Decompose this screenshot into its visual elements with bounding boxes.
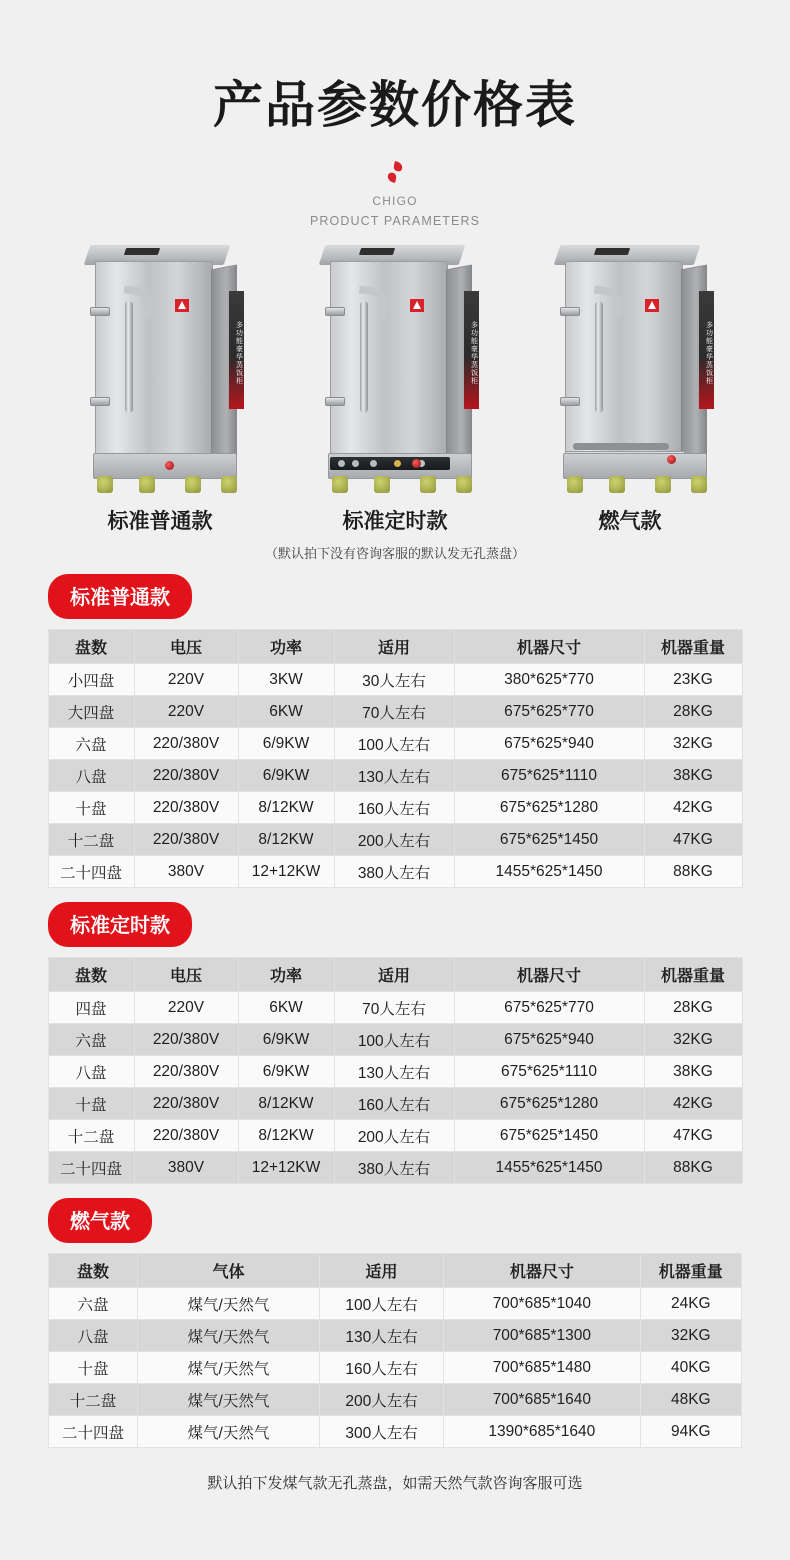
- cell-voltage: 220/380V: [134, 1088, 238, 1120]
- table-header-row: [48, 630, 742, 664]
- section-pill-standard: 标准普通款: [48, 574, 192, 619]
- brand-name: CHIGO: [372, 194, 418, 208]
- cell-size: 1455*625*1450: [454, 1152, 644, 1184]
- spec-table-gas: [48, 1253, 742, 1448]
- timer-control-panel: [330, 457, 450, 470]
- section-standard: [0, 574, 790, 888]
- cell-weight: 40KG: [640, 1352, 741, 1384]
- cell-capacity: 160人左右: [319, 1352, 443, 1384]
- cell-voltage: 220/380V: [134, 824, 238, 856]
- cell-voltage: 220/380V: [134, 1024, 238, 1056]
- cell-capacity: 130人左右: [334, 760, 454, 792]
- table-row: [48, 1152, 742, 1184]
- section-pill-gas: 燃气款: [48, 1198, 152, 1243]
- cell-capacity: 100人左右: [334, 1024, 454, 1056]
- cell-weight: 23KG: [644, 664, 742, 696]
- cell-trays: 大四盘: [48, 696, 134, 728]
- cell-trays: 二十四盘: [48, 856, 134, 888]
- column-header: 机器尺寸: [454, 630, 644, 664]
- cell-power: 12+12KW: [238, 1152, 334, 1184]
- cell-trays: 小四盘: [48, 664, 134, 696]
- cell-capacity: 70人左右: [334, 992, 454, 1024]
- cell-trays: 十二盘: [48, 1120, 134, 1152]
- column-header: 机器尺寸: [444, 1254, 641, 1288]
- cell-size: 675*625*940: [454, 728, 644, 760]
- cell-trays: 十盘: [48, 1088, 134, 1120]
- column-header: 适用: [334, 958, 454, 992]
- cell-power: 8/12KW: [238, 792, 334, 824]
- table-row: [48, 1024, 742, 1056]
- product-card-timer: [293, 245, 498, 535]
- cell-power: 6/9KW: [238, 728, 334, 760]
- cell-voltage: 220/380V: [134, 728, 238, 760]
- cell-power: 8/12KW: [238, 824, 334, 856]
- cell-capacity: 300人左右: [319, 1416, 443, 1448]
- cell-capacity: 200人左右: [334, 824, 454, 856]
- cell-capacity: 160人左右: [334, 1088, 454, 1120]
- cell-trays: 十二盘: [49, 1384, 138, 1416]
- cell-capacity: 200人左右: [319, 1384, 443, 1416]
- cell-capacity: 200人左右: [334, 1120, 454, 1152]
- brand-block: [0, 159, 790, 231]
- cell-capacity: 30人左右: [334, 664, 454, 696]
- cell-gas: 煤气/天然气: [137, 1416, 319, 1448]
- cell-power: 3KW: [238, 664, 334, 696]
- table-row: [48, 824, 742, 856]
- cell-power: 12+12KW: [238, 856, 334, 888]
- table-header-row: [49, 1254, 742, 1288]
- table-row: [48, 1056, 742, 1088]
- cell-size: 675*625*1280: [454, 792, 644, 824]
- column-header: 机器重量: [640, 1254, 741, 1288]
- cell-voltage: 220V: [134, 696, 238, 728]
- cell-capacity: 380人左右: [334, 856, 454, 888]
- cell-power: 8/12KW: [238, 1088, 334, 1120]
- column-header: 机器重量: [644, 630, 742, 664]
- table-row: [49, 1352, 742, 1384]
- cell-weight: 47KG: [644, 824, 742, 856]
- cell-power: 6/9KW: [238, 760, 334, 792]
- cell-weight: 32KG: [644, 728, 742, 760]
- table-row: [49, 1416, 742, 1448]
- cell-size: 380*625*770: [454, 664, 644, 696]
- cell-capacity: 100人左右: [334, 728, 454, 760]
- cell-size: 675*625*1450: [454, 1120, 644, 1152]
- products-note: （默认拍下没有咨询客服的默认发无孔蒸盘）: [264, 546, 525, 561]
- table-row: [48, 992, 742, 1024]
- cell-capacity: 100人左右: [319, 1288, 443, 1320]
- cell-capacity: 70人左右: [334, 696, 454, 728]
- machine-illustration-timer: [308, 245, 483, 495]
- cell-voltage: 220V: [134, 992, 238, 1024]
- cell-trays: 六盘: [48, 1024, 134, 1056]
- cell-size: 1455*625*1450: [454, 856, 644, 888]
- cell-weight: 42KG: [644, 792, 742, 824]
- column-header: 盘数: [49, 1254, 138, 1288]
- column-header: 电压: [134, 958, 238, 992]
- cell-size: 700*685*1040: [444, 1288, 641, 1320]
- cell-voltage: 220/380V: [134, 792, 238, 824]
- section-timer: [0, 902, 790, 1184]
- cell-trays: 八盘: [48, 760, 134, 792]
- cell-weight: 88KG: [644, 856, 742, 888]
- spec-table-timer: [48, 957, 743, 1184]
- cell-trays: 二十四盘: [48, 1152, 134, 1184]
- column-header: 机器重量: [644, 958, 742, 992]
- cell-power: 6KW: [238, 992, 334, 1024]
- table-row: [48, 792, 742, 824]
- cell-trays: 六盘: [48, 728, 134, 760]
- cell-gas: 煤气/天然气: [137, 1320, 319, 1352]
- table-row: [48, 696, 742, 728]
- cell-size: 1390*685*1640: [444, 1416, 641, 1448]
- table-row: [48, 856, 742, 888]
- cell-weight: 28KG: [644, 696, 742, 728]
- machine-side-label: 多功能豪华蒸饭柜: [464, 291, 479, 409]
- cell-trays: 八盘: [49, 1320, 138, 1352]
- table-row: [48, 728, 742, 760]
- brand-subtitle: PRODUCT PARAMETERS: [309, 214, 481, 228]
- cell-trays: 十盘: [49, 1352, 138, 1384]
- column-header: 功率: [238, 958, 334, 992]
- column-header: 适用: [334, 630, 454, 664]
- cell-trays: 十二盘: [48, 824, 134, 856]
- cell-trays: 四盘: [48, 992, 134, 1024]
- section-gas: [0, 1198, 790, 1448]
- table-header-row: [48, 958, 742, 992]
- cell-voltage: 220/380V: [134, 1056, 238, 1088]
- cell-power: 6/9KW: [238, 1024, 334, 1056]
- machine-side-label: 多功能豪华蒸饭柜: [699, 291, 714, 409]
- table-row: [49, 1320, 742, 1352]
- table-row: [49, 1288, 742, 1320]
- cell-capacity: 160人左右: [334, 792, 454, 824]
- column-header: 机器尺寸: [454, 958, 644, 992]
- product-name: 标准定时款: [342, 510, 448, 533]
- cell-size: 675*625*1110: [454, 760, 644, 792]
- product-name: 标准普通款: [107, 510, 213, 533]
- column-header: 电压: [134, 630, 238, 664]
- cell-trays: 十盘: [48, 792, 134, 824]
- cell-size: 700*685*1480: [444, 1352, 641, 1384]
- product-card-gas: [528, 245, 733, 535]
- table-row: [48, 664, 742, 696]
- cell-weight: 32KG: [644, 1024, 742, 1056]
- product-card-standard: [58, 245, 263, 535]
- cell-weight: 32KG: [640, 1320, 741, 1352]
- table-row: [48, 1120, 742, 1152]
- table-row: [48, 1088, 742, 1120]
- cell-size: 675*625*770: [454, 696, 644, 728]
- cell-power: 6/9KW: [238, 1056, 334, 1088]
- cell-trays: 六盘: [49, 1288, 138, 1320]
- cell-power: 8/12KW: [238, 1120, 334, 1152]
- machine-illustration-standard: [73, 245, 248, 495]
- cell-weight: 42KG: [644, 1088, 742, 1120]
- column-header: 盘数: [48, 630, 134, 664]
- cell-size: 675*625*940: [454, 1024, 644, 1056]
- cell-weight: 88KG: [644, 1152, 742, 1184]
- page-title: 产品参数价格表: [213, 77, 577, 133]
- cell-voltage: 380V: [134, 1152, 238, 1184]
- cell-size: 675*625*1450: [454, 824, 644, 856]
- spec-table-standard: [48, 629, 743, 888]
- cell-gas: 煤气/天然气: [137, 1352, 319, 1384]
- footer-note: 默认拍下发煤气款无孔蒸盘，如需天然气款咨询客服可选: [207, 1475, 583, 1492]
- cell-gas: 煤气/天然气: [137, 1384, 319, 1416]
- cell-weight: 28KG: [644, 992, 742, 1024]
- cell-trays: 二十四盘: [49, 1416, 138, 1448]
- table-row: [48, 760, 742, 792]
- cell-trays: 八盘: [48, 1056, 134, 1088]
- cell-size: 700*685*1640: [444, 1384, 641, 1416]
- column-header: 气体: [137, 1254, 319, 1288]
- column-header: 功率: [238, 630, 334, 664]
- machine-side-label: 多功能豪华蒸饭柜: [229, 291, 244, 409]
- cell-size: 675*625*1110: [454, 1056, 644, 1088]
- machine-illustration-gas: [543, 245, 718, 495]
- cell-size: 675*625*1280: [454, 1088, 644, 1120]
- cell-voltage: 220/380V: [134, 760, 238, 792]
- cell-voltage: 220V: [134, 664, 238, 696]
- cell-size: 675*625*770: [454, 992, 644, 1024]
- cell-capacity: 380人左右: [334, 1152, 454, 1184]
- cell-weight: 47KG: [644, 1120, 742, 1152]
- cell-voltage: 380V: [134, 856, 238, 888]
- column-header: 适用: [319, 1254, 443, 1288]
- column-header: 盘数: [48, 958, 134, 992]
- product-name: 燃气款: [598, 510, 662, 533]
- chigo-swirl-logo-icon: [382, 159, 408, 185]
- section-pill-timer: 标准定时款: [48, 902, 192, 947]
- cell-weight: 38KG: [644, 760, 742, 792]
- cell-weight: 48KG: [640, 1384, 741, 1416]
- cell-weight: 24KG: [640, 1288, 741, 1320]
- cell-size: 700*685*1300: [444, 1320, 641, 1352]
- product-image-row: [0, 245, 790, 535]
- cell-capacity: 130人左右: [319, 1320, 443, 1352]
- cell-weight: 38KG: [644, 1056, 742, 1088]
- cell-voltage: 220/380V: [134, 1120, 238, 1152]
- cell-power: 6KW: [238, 696, 334, 728]
- cell-gas: 煤气/天然气: [137, 1288, 319, 1320]
- table-row: [49, 1384, 742, 1416]
- cell-capacity: 130人左右: [334, 1056, 454, 1088]
- cell-weight: 94KG: [640, 1416, 741, 1448]
